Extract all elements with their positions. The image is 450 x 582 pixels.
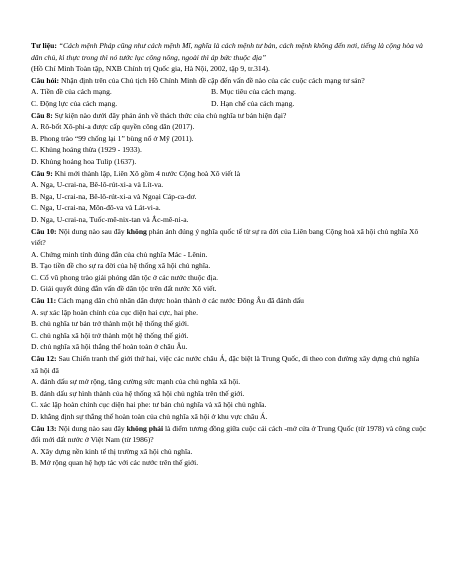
question-label: Câu hỏi:: [31, 75, 60, 85]
question-text: Khi mới thành lập, Liên Xô gồm 4 nước Cộng hoà Xô viết là: [54, 168, 241, 178]
option-c: C. xác lập hoàn chỉnh cục diện hai phe: tư bản chủ nghĩa và xã hội chủ nghĩa.: [31, 400, 267, 410]
question-text: Sau Chiến tranh thế giới thứ hai, việc các nước châu Á, đặc biệt là Trung Quốc, đi theo con đường xây dựng chủ nghĩa xã hội đã: [31, 354, 420, 375]
option-d: D. Hạn chế của cách mạng.: [211, 98, 295, 108]
question-text: Nội dung nào sau đây: [58, 423, 125, 433]
question-label: Câu 12:: [31, 354, 57, 364]
option-b: B. đánh dấu sự hình thành của hệ thống xã hội chủ nghĩa trên thế giới.: [31, 388, 245, 398]
question-label: Câu 11:: [31, 296, 57, 306]
option-d: D. chủ nghĩa xã hội thắng thế hoàn toàn ở châu Âu.: [31, 342, 188, 352]
option-a: A. sự xác lập hoàn chỉnh của cục diện hai cực, hai phe.: [31, 307, 199, 317]
question-text: Cách mạng dân chủ nhân dân được hoàn thành ở các nước Đông Âu đã đánh dấu: [58, 296, 304, 306]
option-b: B. Mục tiêu của cách mạng.: [211, 87, 296, 97]
option-d: D. Giải quyết đúng đắn vấn đề dân tộc trên đất nước Xô viết.: [31, 284, 217, 294]
passage-source: (Hồ Chí Minh Toàn tập, NXB Chính trị Quốc gia, Hà Nội, 2002, tập 9, tr.314).: [31, 64, 270, 74]
option-c: C. Cổ vũ phong trào giải phóng dân tộc ở các nước thuộc địa.: [31, 272, 218, 282]
question-label: Câu 10:: [31, 226, 57, 236]
option-a: A. Nga, U-crai-na, Bê-lô-rút-xi-a và Lít-va.: [31, 180, 164, 190]
option-b: B. Nga, U-crai-na, Bê-lô-rút-xi-a và Ngoại Cáp-ca-dơ.: [31, 191, 197, 201]
option-c: C. chủ nghĩa xã hội trở thành một hệ thống thế giới.: [31, 330, 189, 340]
passage-quote: “Cách mệnh Pháp cũng như cách mệnh Mĩ, nghĩa là cách mệnh tư bản, cách mệnh không đến nơi, tiếng là cộng hòa và dân chủ, kì thực trong thì nó tước lục công nông, ngoài thì áp bức thuộc địa”: [31, 41, 423, 62]
question-stem: [31, 75, 428, 87]
option-d: D. Khủng hoảng hoa Tulip (1637).: [31, 156, 137, 166]
question-emphasis: không phải: [126, 423, 164, 433]
option-b: B. chủ nghĩa tư bản trở thành một hệ thống thế giới.: [31, 319, 189, 329]
question-stem: [31, 295, 428, 307]
question-text-cont: phản ánh đúng ý nghĩa quốc tế từ sự ra đời của Liên bang Cộng hoà xã hội chủ nghĩa Xô viết?: [31, 226, 419, 248]
question-stem: [31, 226, 428, 249]
option-a: A. Chứng minh tính đúng đắn của chủ nghĩa Mác - Lênin.: [31, 249, 208, 259]
option-a: A. Xây dựng nền kinh tế thị trường xã hội chủ nghĩa.: [31, 446, 193, 456]
question-stem: [31, 168, 428, 180]
question-stem: [31, 353, 428, 376]
source-passage: [31, 40, 428, 63]
option-b: B. Phong trào “99 chống lại 1” bùng nổ ở Mỹ (2011).: [31, 133, 194, 143]
question-emphasis: không: [126, 226, 147, 236]
option-d: D. khẳng định sự thắng thế hoàn toàn của chủ nghĩa xã hội ở khu vực châu Á.: [31, 412, 268, 421]
option-row: [31, 86, 428, 98]
option-c: C. Nga, U-crai-na, Môn-đô-va và Lát-vi-a.: [31, 203, 161, 213]
question-label: Câu 13:: [31, 423, 57, 433]
option-c: C. Khủng hoảng thừa (1929 - 1933).: [31, 145, 142, 155]
question-text-cont: là điểm tương đồng giữa cuộc cải cách -mở cửa ở Trung Quốc (từ 1978) và công cuộc đổi mới đất nước ở Việt Nam (từ 1986)?: [31, 423, 427, 445]
option-c: C. Động lực của cách mạng.: [31, 98, 118, 108]
question-text: Sự kiện nào dưới đây phản ánh về thách thức của chủ nghĩa tư bản hiện đại?: [54, 110, 287, 120]
question-stem: [31, 423, 428, 446]
question-label: Câu 9:: [31, 168, 53, 178]
question-text: Nội dung nào sau đây: [58, 226, 125, 236]
option-a: A. đánh dấu sự mở rộng, tăng cường sức mạnh của chủ nghĩa xã hội.: [31, 377, 241, 387]
option-b: B. Mở rộng quan hệ hợp tác với các nước trên thế giới.: [31, 458, 199, 468]
passage-lead: Tư liệu:: [31, 41, 57, 50]
option-a: A. Tiền đề của cách mạng.: [31, 87, 112, 97]
option-a: A. Rô-bốt Xô-phi-a được cấp quyền công dân (2017).: [31, 122, 195, 132]
question-stem: [31, 110, 428, 122]
option-d: D. Nga, U-crai-na, Tuốc-mê-nix-tan và Ắc-mê-ni-a.: [31, 214, 189, 224]
option-row: [31, 98, 428, 110]
question-label: Câu 8:: [31, 110, 53, 120]
option-b: B. Tạo tiền đề cho sự ra đời của hệ thống xã hội chủ nghĩa.: [31, 261, 211, 271]
question-text: Nhận định trên của Chủ tịch Hồ Chính Minh đề cập đến vấn đề nào của các cuộc cách mạng tư sản?: [60, 75, 365, 85]
